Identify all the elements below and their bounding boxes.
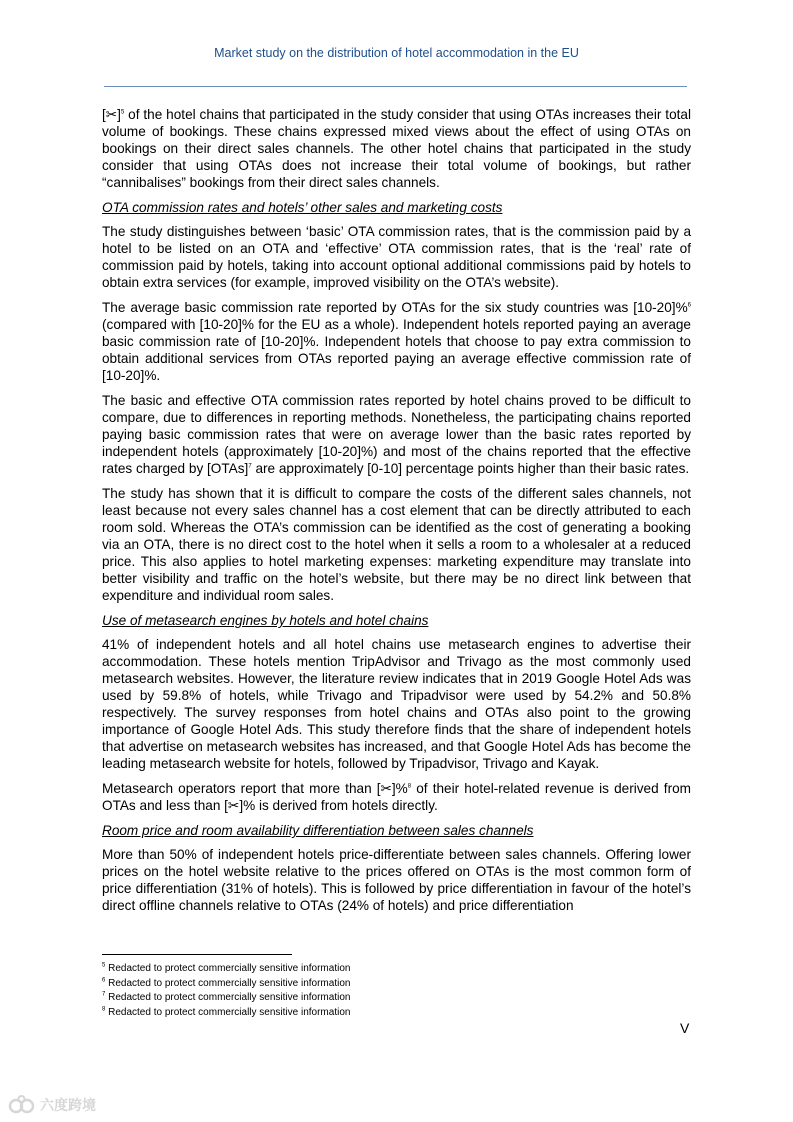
footnote-5: $^5$ Redacted to protect commercially sensitive information <box>102 962 351 974</box>
footnote-ref-5[interactable]: 5 <box>120 109 125 116</box>
paragraph-8: More than 50% of independent hotels price-differentiate between sales channels. Offering lower prices on the hotel website relative to the prices offered on OTAs is the most common form of price differentiation (31% of hotels). This is followed by price differentiation in favour of the hotel’s direct offline channels relative to OTAs (24% of hotels) and price differentiation <box>102 847 691 913</box>
paragraph-1: [✂]$^5$ of the hotel chains that participated in the study consider that using OTAs increases their total volume of bookings. These chains expressed mixed views about the effect of using OTAs on bookings on their direct sales channels. The other hotel chains that participated in the study consider that using OTAs does not increase their total volume of bookings, but rather “cannibalises” bookings from their direct sales channels. <box>102 107 691 190</box>
header-divider <box>104 86 687 87</box>
watermark-text: 六度跨境 <box>40 1097 96 1113</box>
watermark <box>8 1094 96 1116</box>
footnote-6: $^6$ Redacted to protect commercially sensitive information <box>102 977 351 989</box>
paragraph-2: The study distinguishes between ‘basic’ OTA commission rates, that is the commission paid by a hotel to be listed on an OTA and ‘effective’ OTA commission rates, that is the ‘real’ rate of commission paid by hotels, taking into account optional additional commissions paid by hotels to obtain extra services (for example, improved visibility on the OTA’s website). <box>102 224 691 290</box>
paragraph-7: Metasearch operators report that more than [✂]%$^8$ of their hotel-related revenue is derived from OTAs and less than [✂]% is derived from hotels directly. <box>102 781 691 813</box>
footnotes <box>102 962 691 1020</box>
page-number: V <box>680 1020 690 1036</box>
footnote-7: $^7$ Redacted to protect commercially sensitive information <box>102 991 351 1003</box>
running-header: Market study on the distribution of hotel accommodation in the EU <box>214 46 579 60</box>
footnote-ref-8[interactable]: 8 <box>407 783 412 790</box>
body-text <box>102 106 691 922</box>
paragraph-3: The average basic commission rate reported by OTAs for the six study countries was [10-20]%$^6$ (compared with [10-20]% for the EU as a whole). Independent hotels reported paying an average basic commission rate of [10-20]%. Independent hotels that choose to pay extra commission to obtain additional services from OTAs reported paying an average effective commission rate of [10-20]%. <box>102 300 691 383</box>
paragraph-6: 41% of independent hotels and all hotel chains use metasearch engines to advertise their accommodation. These hotels mention TripAdvisor and Trivago as the most commonly used metasearch websites. However, the literature review indicates that in 2019 Google Hotel Ads was used by 59.8% of hotels, while Trivago and Tripadvisor were used by 54.2% and 50.8% respectively. The survey responses from hotel chains and OTAs also point to the growing importance of Google Hotel Ads. This study therefore finds that the share of independent hotels that advertise on metasearch websites has increased, and that Google Hotel Ads has become the leading metasearch website for hotels, followed by Tripadvisor, Trivago and Kayak. <box>102 637 691 771</box>
section-heading-metasearch: Use of metasearch engines by hotels and hotel chains <box>102 613 429 628</box>
footnote-ref-7[interactable]: 7 <box>248 463 252 470</box>
watermark-logo-icon <box>8 1094 36 1116</box>
paragraph-4: The basic and effective OTA commission rates reported by hotel chains proved to be difficult to compare, due to differences in reporting methods. Nonetheless, the participating chains reported paying basic commission rates that were on average lower than the basic rates reported by independent hotels (approximately [10-20]%) and most of the chains reported that the effective rates charged by [OTAs]$^7$ are approximately [0-10] percentage points higher than their basic rates. <box>102 393 691 476</box>
footnote-divider <box>102 954 292 955</box>
paragraph-5: The study has shown that it is difficult to compare the costs of the different sales channels, not least because not every sales channel has a cost element that can be directly attributed to each room sold. Whereas the OTA’s commission can be identified as the cost of generating a booking via an OTA, there is no direct cost to the hotel when it sells a room to a wholesaler at a reduced price. This also applies to hotel marketing expenses: marketing expenditure may translate into better visibility and traffic on the hotel’s website, but there may be no direct link between that expenditure and individual room sales. <box>102 486 691 603</box>
footnote-ref-6[interactable]: 6 <box>687 302 691 309</box>
section-heading-price-differentiation: Room price and room availability differentiation between sales channels <box>102 823 534 838</box>
section-heading-commission: OTA commission rates and hotels’ other sales and marketing costs <box>102 200 503 215</box>
footnote-8: $^8$ Redacted to protect commercially sensitive information <box>102 1006 351 1018</box>
